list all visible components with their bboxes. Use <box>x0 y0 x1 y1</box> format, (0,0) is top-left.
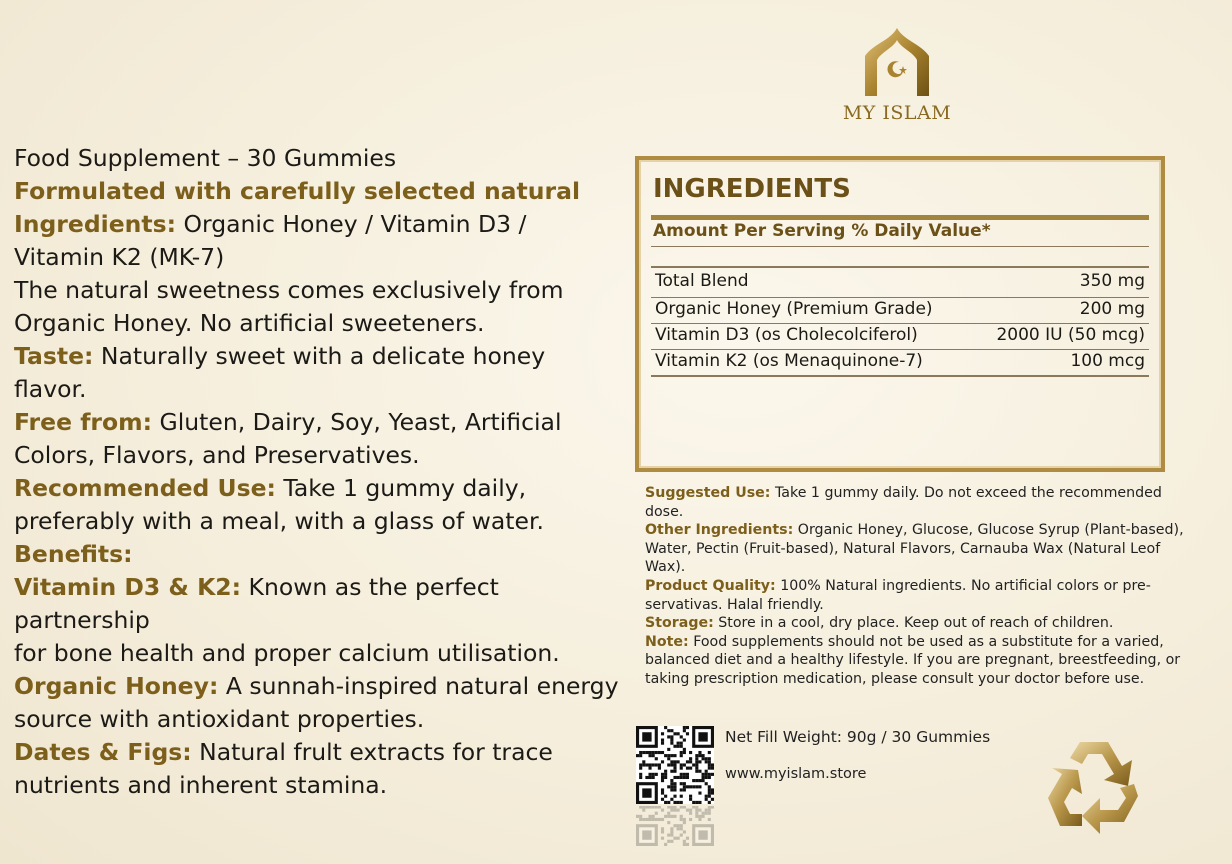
dates-line-2: nutrients and inherent stamina. <box>14 771 388 799</box>
sweetness-line-2: Organic Honey. No artificial sweeteners. <box>14 309 485 337</box>
ingredients-label: Ingredients: <box>14 210 176 238</box>
net-fill-weight: Net Fill Weight: 90g / 30 Gummies <box>725 728 991 746</box>
honey-line-2: source with antioxidant properties. <box>14 705 425 733</box>
divider <box>651 266 1149 268</box>
recycle-icon <box>1038 734 1150 840</box>
note <box>645 633 1185 689</box>
qr-code-graphic <box>636 726 714 804</box>
quality-label: Product Quality: <box>645 577 776 594</box>
taste-label: Taste: <box>14 342 94 370</box>
qr-reflection-graphic <box>636 806 714 846</box>
product-quality <box>645 577 1185 614</box>
recommended-text: Take 1 gummy daily, <box>275 474 527 502</box>
ingredient-value: 350 mg <box>1079 271 1145 291</box>
website-link[interactable]: www.myislam.store <box>725 766 867 782</box>
product-type: Food Supplement – 30 Gummies <box>14 144 397 172</box>
mosque-arch-crescent-star-icon <box>851 26 943 98</box>
panel-subtitle: Amount Per Serving % Daily Value* <box>653 221 991 241</box>
free-from-label: Free from: <box>14 408 153 436</box>
honey-text: A sunnah-inspired natural energy <box>218 672 619 700</box>
taste-text: Naturally sweet with a delicate honey <box>93 342 546 370</box>
free-from-line-2: Colors, Flavors, and Preservatives. <box>14 441 420 469</box>
vitamin-line-2: for bone health and proper calcium utilisation. <box>14 639 560 667</box>
free-from-line <box>14 406 634 439</box>
dates-line <box>14 736 634 769</box>
ingredients-line-2: Vitamin K2 (MK-7) <box>14 243 225 271</box>
recommended-label: Recommended Use: <box>14 474 276 502</box>
divider <box>651 246 1149 247</box>
benefits-heading: Benefits: <box>14 540 133 568</box>
ingredient-name: Organic Honey (Premium Grade) <box>655 299 933 319</box>
storage-label: Storage: <box>645 615 714 632</box>
suggested-use <box>645 484 1185 521</box>
ingredient-name: Vitamin K2 (os Menaquinone-7) <box>655 351 923 371</box>
recommended-line <box>14 472 634 505</box>
honey-label: Organic Honey: <box>14 672 219 700</box>
divider <box>651 375 1149 377</box>
suggested-label: Suggested Use: <box>645 485 771 501</box>
free-from-text: Gluten, Dairy, Soy, Yeast, Artificial <box>152 408 562 436</box>
suggested-text: Take 1 gummy daily. Do not exceed the recommended dose. <box>645 485 1162 520</box>
taste-line <box>14 340 634 373</box>
ingredient-row <box>655 325 1145 349</box>
sweetness-line-1: The natural sweetness comes exclusively from <box>14 276 564 304</box>
ingredient-value: 2000 IU (50 mcg) <box>996 325 1145 345</box>
honey-line <box>14 670 634 703</box>
qr-code-icon[interactable] <box>636 726 714 804</box>
ingredients-panel <box>635 156 1165 472</box>
quality-text: 100% Natural ingredients. No artificial colors or pre-servativas. Halal friendly. <box>645 577 1151 613</box>
ingredients-line <box>14 208 634 241</box>
qr-reflection <box>636 806 714 846</box>
fine-print <box>645 484 1185 689</box>
ingredient-value: 200 mg <box>1079 299 1145 319</box>
formulated-heading: Formulated with carefully selected natural <box>14 177 581 205</box>
divider <box>651 297 1149 298</box>
note-label: Note: <box>645 633 689 650</box>
product-description <box>14 142 634 802</box>
brand-logo <box>832 26 962 126</box>
recommended-line-2: preferably with a meal, with a glass of water. <box>14 507 544 535</box>
ingredient-name: Vitamin D3 (os Cholecolciferol) <box>655 325 918 345</box>
ingredient-row <box>655 299 1145 323</box>
ingredient-row <box>655 351 1145 375</box>
dates-label: Dates & Figs: <box>14 738 192 766</box>
ingredient-name: Total Blend <box>655 271 749 291</box>
taste-line-2: flavor. <box>14 375 87 403</box>
panel-rule <box>651 215 1149 220</box>
storage-text: Store in a cool, dry place. Keep out of reach of children. <box>713 615 1114 632</box>
vitamin-text: Known as the perfect partnership <box>14 573 499 634</box>
vitamin-line <box>14 571 634 637</box>
divider <box>651 349 1149 350</box>
other-text: Organic Honey, Glucose, Glucose Syrup (Plant-based), Water, Pectin (Fruit-based), Natural Flavors, Carnauba Wax (Natural Leof Wax). <box>645 522 1184 576</box>
ingredient-row <box>655 271 1145 295</box>
storage <box>645 614 1185 633</box>
other-label: Other Ingredients: <box>645 522 794 539</box>
panel-title: INGREDIENTS <box>653 174 851 204</box>
divider <box>651 323 1149 324</box>
brand-name: MY ISLAM <box>842 102 952 124</box>
vitamin-label: Vitamin D3 & K2: <box>14 573 242 601</box>
ingredients-text: Organic Honey / Vitamin D3 / <box>176 210 527 238</box>
note-text: Food supplements should not be used as a substitute for a varied, balanced diet and a healthy lifestyle. If you are pregnant, breestfeeding, or taking prescription medication, please consult your doctor before use. <box>645 633 1181 687</box>
other-ingredients <box>645 521 1185 577</box>
ingredient-value: 100 mcg <box>1070 351 1145 371</box>
dates-text: Natural frult extracts for trace <box>191 738 553 766</box>
